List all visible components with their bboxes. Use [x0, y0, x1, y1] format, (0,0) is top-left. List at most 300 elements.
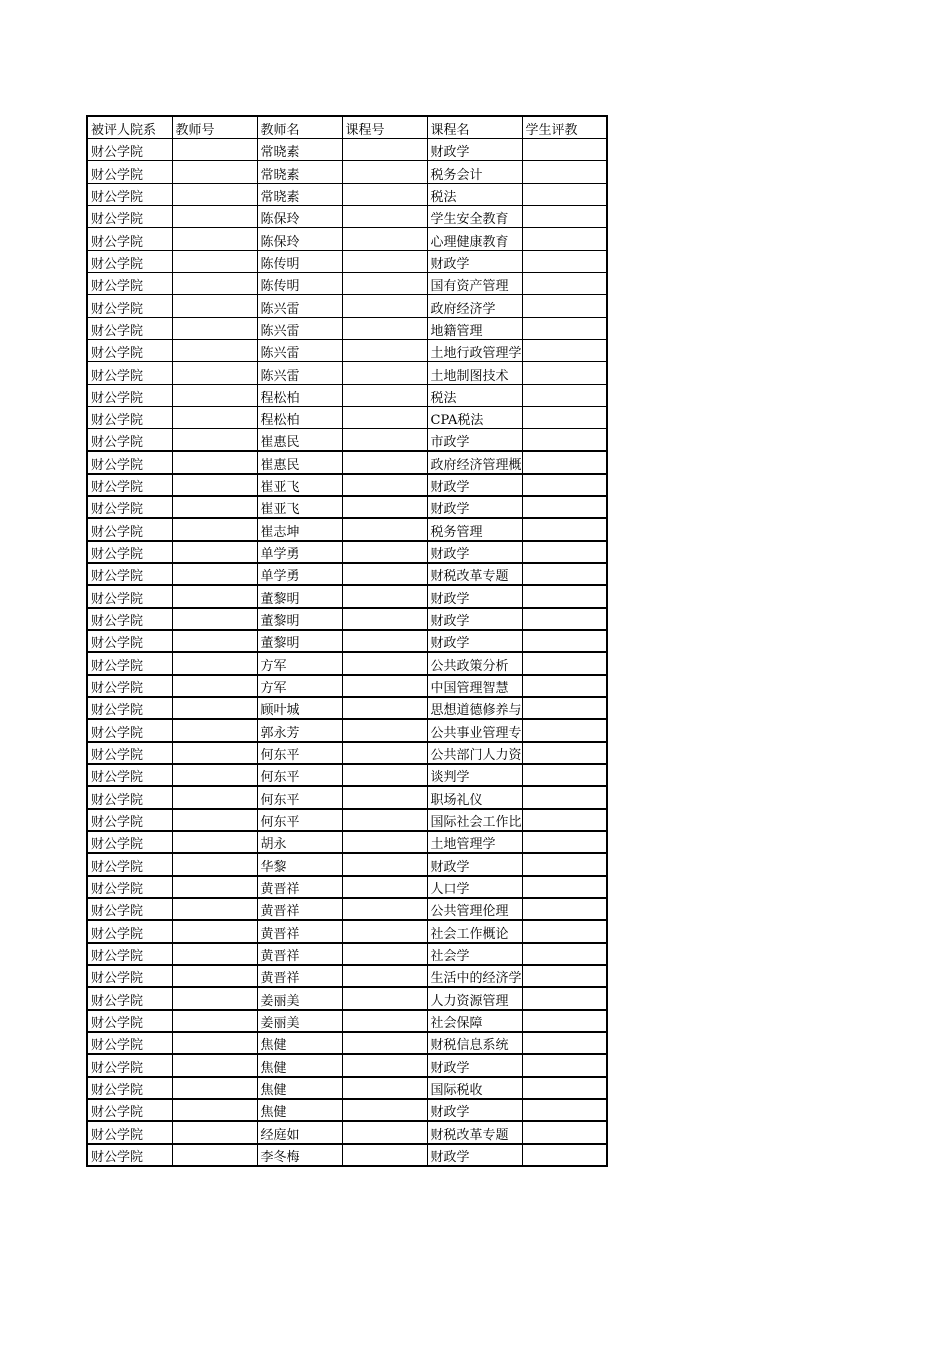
course-name-cell	[427, 541, 522, 563]
teacher-name-cell	[257, 719, 342, 741]
course-id-cell	[342, 272, 427, 294]
student-eval-cell	[522, 786, 607, 808]
table-row	[87, 295, 607, 317]
evaluation-table	[86, 115, 608, 1167]
department-cell-text: 财公学院	[91, 479, 144, 495]
teacher-name-cell	[257, 205, 342, 227]
course-name-cell	[427, 764, 522, 786]
teacher-id-cell	[172, 1010, 257, 1032]
student-eval-cell	[522, 138, 607, 160]
teacher-name-cell	[257, 675, 342, 697]
student-eval-cell	[522, 719, 607, 741]
teacher-name-cell-text: 董黎明	[260, 636, 300, 652]
teacher-id-cell	[172, 652, 257, 674]
course-name-cell-text: 国际税收	[430, 1083, 483, 1099]
course-id-cell	[342, 250, 427, 272]
course-name-cell-text: 土地制图技术	[430, 368, 509, 384]
table-row	[87, 339, 607, 361]
course-name-cell-text: 税务会计	[430, 167, 483, 183]
course-id-cell	[342, 496, 427, 518]
course-id-cell	[342, 205, 427, 227]
course-name-cell-text: 财政学	[430, 256, 470, 272]
course-name-cell	[427, 362, 522, 384]
department-cell-text: 财公学院	[91, 167, 144, 183]
course-name-cell	[427, 384, 522, 406]
course-name-cell-text: 财政学	[430, 502, 470, 518]
student-eval-cell	[522, 541, 607, 563]
department-cell	[87, 451, 172, 473]
teacher-name-cell-text: 陈传明	[260, 279, 300, 295]
department-cell-text: 财公学院	[91, 636, 144, 652]
course-name-cell-text: 国际社会工作比	[430, 815, 522, 830]
course-name-cell-text: 财政学	[430, 1060, 470, 1076]
department-cell-text: 财公学院	[91, 1150, 144, 1166]
teacher-name-cell-text: 何东平	[260, 815, 300, 830]
student-eval-header: 学生评教	[522, 116, 607, 138]
department-cell-text: 财公学院	[91, 859, 144, 875]
table-row	[87, 853, 607, 875]
student-eval-cell	[522, 697, 607, 719]
table-row	[87, 1121, 607, 1143]
course-name-cell-text: 财政学	[430, 1150, 470, 1166]
course-id-cell	[342, 541, 427, 563]
department-cell	[87, 630, 172, 652]
table-row	[87, 205, 607, 227]
course-name-cell-text: CPA税法	[430, 413, 484, 429]
table-row	[87, 1054, 607, 1076]
table-row	[87, 675, 607, 697]
course-name-cell	[427, 876, 522, 898]
table-row	[87, 652, 607, 674]
teacher-name-cell	[257, 809, 342, 831]
course-name-cell	[427, 272, 522, 294]
table-row	[87, 563, 607, 585]
teacher-name-cell-text: 常晓素	[260, 145, 300, 161]
teacher-id-cell	[172, 384, 257, 406]
student-eval-cell	[522, 205, 607, 227]
course-id-header: 课程号	[342, 116, 427, 138]
course-name-cell-text: 社会学	[430, 949, 470, 965]
table-row	[87, 474, 607, 496]
student-eval-cell	[522, 1077, 607, 1099]
teacher-name-cell-text: 黄晋祥	[260, 926, 300, 942]
teacher-name-cell-text: 焦健	[260, 1083, 287, 1099]
department-cell	[87, 697, 172, 719]
table-row	[87, 451, 607, 473]
teacher-name-cell	[257, 339, 342, 361]
course-name-cell-text: 财政学	[430, 591, 470, 607]
student-eval-cell	[522, 406, 607, 428]
student-eval-cell	[522, 295, 607, 317]
course-name-cell-text: 职场礼仪	[430, 792, 483, 808]
course-id-cell	[342, 764, 427, 786]
department-cell-text: 财公学院	[91, 524, 144, 540]
student-eval-cell	[522, 809, 607, 831]
department-cell	[87, 1121, 172, 1143]
teacher-name-cell	[257, 1054, 342, 1076]
teacher-name-cell-text: 陈兴雷	[260, 346, 300, 362]
teacher-name-cell	[257, 987, 342, 1009]
student-eval-cell	[522, 675, 607, 697]
teacher-name-cell-text: 方军	[260, 680, 287, 696]
course-id-cell	[342, 630, 427, 652]
table-row	[87, 764, 607, 786]
teacher-id-cell	[172, 138, 257, 160]
teacher-name-cell	[257, 1099, 342, 1121]
course-name-cell-text: 心理健康教育	[430, 234, 509, 250]
course-id-cell	[342, 719, 427, 741]
student-eval-cell	[522, 183, 607, 205]
teacher-id-cell	[172, 496, 257, 518]
course-name-cell-text: 谈判学	[430, 770, 470, 786]
course-name-cell-text: 土地管理学	[430, 837, 496, 853]
table-row	[87, 250, 607, 272]
table-row	[87, 585, 607, 607]
student-eval-cell	[522, 630, 607, 652]
teacher-id-cell	[172, 1032, 257, 1054]
teacher-id-cell	[172, 675, 257, 697]
course-name-cell-text: 思想道德修养与	[430, 703, 522, 719]
department-cell-text: 财公学院	[91, 882, 144, 898]
teacher-id-cell	[172, 764, 257, 786]
teacher-name-cell	[257, 898, 342, 920]
teacher-name-cell-text: 黄晋祥	[260, 971, 300, 987]
course-id-cell	[342, 451, 427, 473]
department-cell-text: 财公学院	[91, 837, 144, 853]
department-cell	[87, 496, 172, 518]
teacher-id-cell	[172, 563, 257, 585]
student-eval-cell	[522, 429, 607, 451]
course-id-cell	[342, 429, 427, 451]
course-id-cell	[342, 1121, 427, 1143]
department-cell	[87, 228, 172, 250]
table-row	[87, 608, 607, 630]
course-name-cell-text: 税法	[430, 189, 457, 205]
course-name-cell-text: 税法	[430, 390, 457, 406]
table-row	[87, 1099, 607, 1121]
teacher-name-cell	[257, 1077, 342, 1099]
teacher-name-cell	[257, 831, 342, 853]
department-cell-text: 财公学院	[91, 1127, 144, 1143]
teacher-id-cell	[172, 742, 257, 764]
teacher-name-cell-text: 崔惠民	[260, 435, 300, 451]
teacher-name-cell	[257, 853, 342, 875]
course-name-cell	[427, 965, 522, 987]
course-id-cell	[342, 362, 427, 384]
department-cell-text: 财公学院	[91, 993, 144, 1009]
course-name-cell	[427, 630, 522, 652]
teacher-name-cell-text: 单学勇	[260, 546, 300, 562]
course-name-cell-text: 人力资源管理	[430, 993, 509, 1009]
teacher-name-cell	[257, 138, 342, 160]
course-id-cell	[342, 339, 427, 361]
teacher-id-cell	[172, 1121, 257, 1143]
course-name-cell	[427, 652, 522, 674]
department-cell-text: 财公学院	[91, 792, 144, 808]
course-id-cell	[342, 675, 427, 697]
teacher-name-cell	[257, 742, 342, 764]
course-name-cell-text: 公共部门人力资	[430, 747, 522, 763]
student-eval-cell	[522, 1032, 607, 1054]
teacher-name-cell	[257, 541, 342, 563]
course-name-cell	[427, 496, 522, 518]
department-cell-text: 财公学院	[91, 658, 144, 674]
table-row	[87, 272, 607, 294]
table-row	[87, 1010, 607, 1032]
department-cell	[87, 943, 172, 965]
department-cell	[87, 317, 172, 339]
student-eval-cell	[522, 384, 607, 406]
student-eval-cell	[522, 451, 607, 473]
department-cell-text: 财公学院	[91, 613, 144, 629]
course-name-cell-text: 市政学	[430, 435, 470, 451]
teacher-name-cell	[257, 585, 342, 607]
course-name-cell	[427, 1032, 522, 1054]
department-cell	[87, 764, 172, 786]
department-cell-text: 财公学院	[91, 949, 144, 965]
department-cell-text: 财公学院	[91, 747, 144, 763]
table-row	[87, 697, 607, 719]
department-cell	[87, 1077, 172, 1099]
course-name-cell-text: 财政学	[430, 613, 470, 629]
teacher-id-cell	[172, 608, 257, 630]
teacher-id-cell	[172, 272, 257, 294]
student-eval-cell	[522, 317, 607, 339]
department-cell	[87, 585, 172, 607]
course-name-cell-text: 财税改革专题	[430, 569, 509, 585]
department-cell-text: 财公学院	[91, 1083, 144, 1099]
course-name-cell-text: 生活中的经济学	[430, 971, 522, 987]
course-name-cell-text: 财税信息系统	[430, 1038, 509, 1054]
course-id-cell	[342, 987, 427, 1009]
teacher-name-cell-text: 崔亚飞	[260, 502, 300, 518]
department-cell	[87, 809, 172, 831]
department-cell	[87, 1144, 172, 1166]
teacher-name-cell-text: 崔亚飞	[260, 479, 300, 495]
course-id-cell	[342, 809, 427, 831]
teacher-id-cell	[172, 518, 257, 540]
course-id-cell	[342, 384, 427, 406]
course-name-cell	[427, 987, 522, 1009]
teacher-name-cell-text: 董黎明	[260, 591, 300, 607]
course-id-cell	[342, 920, 427, 942]
student-eval-cell	[522, 161, 607, 183]
department-cell-text: 财公学院	[91, 546, 144, 562]
table-row	[87, 630, 607, 652]
teacher-id-cell	[172, 339, 257, 361]
department-cell	[87, 384, 172, 406]
course-id-cell	[342, 228, 427, 250]
course-name-cell-text: 政府经济管理概	[430, 457, 522, 473]
department-cell	[87, 339, 172, 361]
course-name-cell	[427, 898, 522, 920]
table-row	[87, 429, 607, 451]
course-name-cell	[427, 339, 522, 361]
teacher-name-cell-text: 董黎明	[260, 613, 300, 629]
teacher-name-cell-text: 单学勇	[260, 569, 300, 585]
course-id-cell	[342, 831, 427, 853]
teacher-name-cell-text: 陈保玲	[260, 212, 300, 228]
department-cell	[87, 831, 172, 853]
department-cell	[87, 161, 172, 183]
department-cell-text: 财公学院	[91, 189, 144, 205]
department-cell-text: 财公学院	[91, 1105, 144, 1121]
course-name-cell	[427, 697, 522, 719]
student-eval-cell	[522, 764, 607, 786]
teacher-name-cell-text: 姜丽美	[260, 993, 300, 1009]
course-name-cell-text: 社会保障	[430, 1016, 483, 1032]
department-cell	[87, 541, 172, 563]
student-eval-cell	[522, 272, 607, 294]
student-eval-cell	[522, 339, 607, 361]
course-id-cell	[342, 161, 427, 183]
teacher-name-cell-text: 姜丽美	[260, 1016, 300, 1032]
course-id-cell	[342, 786, 427, 808]
table-row	[87, 920, 607, 942]
course-id-cell	[342, 585, 427, 607]
table-row	[87, 742, 607, 764]
teacher-name-cell	[257, 697, 342, 719]
teacher-name-cell	[257, 1032, 342, 1054]
teacher-id-cell	[172, 474, 257, 496]
department-cell-text: 财公学院	[91, 591, 144, 607]
department-cell	[87, 608, 172, 630]
teacher-id-cell	[172, 183, 257, 205]
teacher-id-cell	[172, 831, 257, 853]
department-cell	[87, 518, 172, 540]
teacher-name-cell	[257, 764, 342, 786]
table-row	[87, 987, 607, 1009]
course-name-cell-text: 中国管理智慧	[430, 680, 509, 696]
department-cell	[87, 853, 172, 875]
table-row	[87, 138, 607, 160]
teacher-id-header: 教师号	[172, 116, 257, 138]
department-cell-text: 财公学院	[91, 725, 144, 741]
department-cell	[87, 295, 172, 317]
course-name-cell-text: 人口学	[430, 882, 470, 898]
student-eval-cell	[522, 1010, 607, 1032]
department-cell	[87, 474, 172, 496]
course-name-cell	[427, 1144, 522, 1166]
department-cell-text: 财公学院	[91, 971, 144, 987]
course-name-cell-text: 公共管理伦理	[430, 904, 509, 920]
teacher-name-cell	[257, 183, 342, 205]
table-row	[87, 943, 607, 965]
department-cell-text: 财公学院	[91, 279, 144, 295]
student-eval-cell	[522, 965, 607, 987]
teacher-name-cell-text: 经庭如	[260, 1127, 300, 1143]
department-cell-text: 财公学院	[91, 502, 144, 518]
course-name-cell	[427, 831, 522, 853]
teacher-name-cell	[257, 362, 342, 384]
teacher-name-cell-text: 焦健	[260, 1105, 287, 1121]
teacher-name-cell-text: 程松柏	[260, 390, 300, 406]
course-name-cell	[427, 1077, 522, 1099]
table-row	[87, 786, 607, 808]
table-row	[87, 183, 607, 205]
department-cell-text: 财公学院	[91, 346, 144, 362]
teacher-name-cell	[257, 272, 342, 294]
department-cell	[87, 1032, 172, 1054]
course-name-cell	[427, 138, 522, 160]
course-name-cell-text: 土地行政管理学	[430, 346, 522, 362]
department-cell-text: 财公学院	[91, 815, 144, 830]
department-cell-text: 财公学院	[91, 435, 144, 451]
teacher-name-cell-text: 常晓素	[260, 167, 300, 183]
department-cell	[87, 898, 172, 920]
course-name-cell-text: 社会工作概论	[430, 926, 509, 942]
department-cell	[87, 965, 172, 987]
teacher-name-cell	[257, 920, 342, 942]
teacher-name-cell-text: 华黎	[260, 859, 287, 875]
course-name-cell	[427, 451, 522, 473]
teacher-name-cell-text: 何东平	[260, 747, 300, 763]
course-id-cell	[342, 1010, 427, 1032]
department-cell	[87, 183, 172, 205]
department-cell	[87, 876, 172, 898]
department-cell	[87, 920, 172, 942]
teacher-name-cell-text: 郭永芳	[260, 725, 300, 741]
department-cell	[87, 1054, 172, 1076]
course-id-cell	[342, 406, 427, 428]
teacher-name-cell	[257, 608, 342, 630]
course-name-cell-text: 税务管理	[430, 524, 483, 540]
teacher-name-cell-text: 方军	[260, 658, 287, 674]
teacher-name-cell	[257, 496, 342, 518]
teacher-name-cell	[257, 451, 342, 473]
teacher-id-cell	[172, 541, 257, 563]
course-name-cell-text: 公共政策分析	[430, 658, 509, 674]
department-cell-text: 财公学院	[91, 212, 144, 228]
table-row	[87, 831, 607, 853]
department-cell	[87, 563, 172, 585]
department-cell-text: 财公学院	[91, 145, 144, 161]
department-cell-text: 财公学院	[91, 1060, 144, 1076]
course-name-cell	[427, 608, 522, 630]
table-row	[87, 1032, 607, 1054]
course-id-cell	[342, 943, 427, 965]
student-eval-cell	[522, 1054, 607, 1076]
course-name-cell	[427, 1121, 522, 1143]
course-id-cell	[342, 608, 427, 630]
department-cell	[87, 987, 172, 1009]
teacher-id-cell	[172, 697, 257, 719]
course-name-cell-text: 政府经济学	[430, 301, 496, 317]
course-id-cell	[342, 965, 427, 987]
teacher-name-cell	[257, 474, 342, 496]
teacher-name-cell-text: 焦健	[260, 1060, 287, 1076]
teacher-id-cell	[172, 920, 257, 942]
course-name-cell-text: 财政学	[430, 145, 470, 161]
course-id-cell	[342, 1099, 427, 1121]
course-name-cell	[427, 853, 522, 875]
course-id-cell	[342, 1054, 427, 1076]
course-id-cell	[342, 1032, 427, 1054]
teacher-name-cell	[257, 384, 342, 406]
student-eval-cell	[522, 1121, 607, 1143]
student-eval-cell	[522, 1099, 607, 1121]
student-eval-cell	[522, 474, 607, 496]
teacher-id-cell	[172, 987, 257, 1009]
department-cell-text: 财公学院	[91, 926, 144, 942]
department-cell	[87, 786, 172, 808]
department-cell-text: 财公学院	[91, 323, 144, 339]
course-id-cell	[342, 183, 427, 205]
teacher-name-cell	[257, 295, 342, 317]
student-eval-cell	[522, 742, 607, 764]
course-id-cell	[342, 317, 427, 339]
teacher-name-cell-text: 陈兴雷	[260, 301, 300, 317]
